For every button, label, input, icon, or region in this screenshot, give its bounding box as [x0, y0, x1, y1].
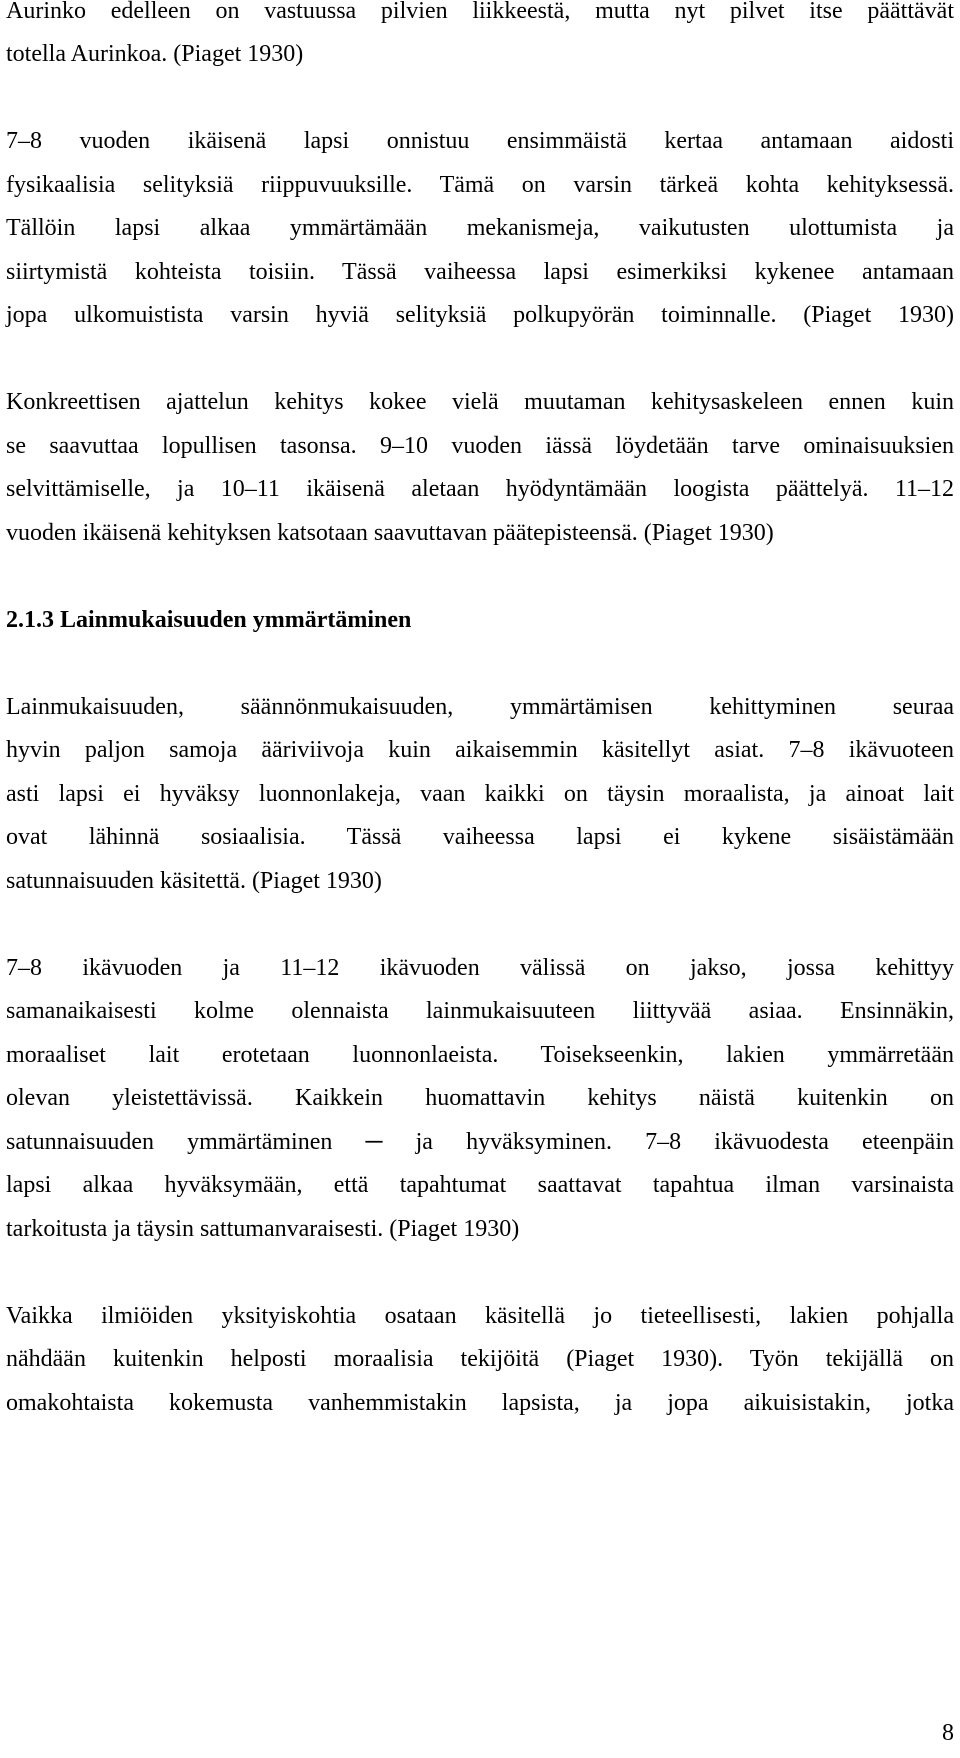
paragraph-5-line-1: 7–8 ikävuoden ja 11–12 ikävuoden välissä on jakso, jossa kehittyy [6, 955, 954, 981]
paragraph-3-line-1: Konkreettisen ajattelun kehitys kokee vielä muutaman kehitysaskeleen ennen kuin [6, 389, 954, 415]
paragraph-2-line-2: fysikaalisia selityksiä riippuvuuksille. Tämä on varsin tärkeä kohta kehityksessä. [6, 172, 954, 198]
paragraph-5-line-3: moraaliset lait erotetaan luonnonlaeista. Toisekseenkin, lakien ymmärretään [6, 1042, 954, 1068]
paragraph-5-line-6: lapsi alkaa hyväksymään, että tapahtumat saattavat tapahtua ilman varsinaista [6, 1172, 954, 1198]
paragraph-2-line-3: Tällöin lapsi alkaa ymmärtämään mekanismeja, vaikutusten ulottumista ja [6, 215, 954, 241]
paragraph-2-line-4: siirtymistä kohteista toisiin. Tässä vaiheessa lapsi esimerkiksi kykenee antamaan [6, 259, 954, 285]
paragraph-3-line-2: se saavuttaa lopullisen tasonsa. 9–10 vuoden iässä löydetään tarve ominaisuuksien [6, 433, 954, 459]
paragraph-5-line-4: olevan yleistettävissä. Kaikkein huomattavin kehitys näistä kuitenkin on [6, 1085, 954, 1111]
paragraph-4-line-5: satunnaisuuden käsitettä. (Piaget 1930) [6, 868, 382, 894]
paragraph-4-line-2: hyvin paljon samoja ääriviivoja kuin aikaisemmin käsitellyt asiat. 7–8 ikävuoteen [6, 737, 954, 763]
section-heading: 2.1.3 Lainmukaisuuden ymmärtäminen [6, 607, 412, 633]
paragraph-4-line-3: asti lapsi ei hyväksy luonnonlakeja, vaan kaikki on täysin moraalista, ja ainoat lait [6, 781, 954, 807]
paragraph-2-line-5: jopa ulkomuistista varsin hyviä selityksiä polkupyörän toiminnalle. (Piaget 1930) [6, 302, 954, 328]
paragraph-1-line-2: totella Aurinkoa. (Piaget 1930) [6, 41, 304, 67]
paragraph-2-line-1: 7–8 vuoden ikäisenä lapsi onnistuu ensimmäistä kertaa antamaan aidosti [6, 128, 954, 154]
paragraph-5-line-5: satunnaisuuden ymmärtäminen ─ ja hyväksyminen. 7–8 ikävuodesta eteenpäin [6, 1129, 954, 1155]
paragraph-1-line-1: Aurinko edelleen on vastuussa pilvien liikkeestä, mutta nyt pilvet itse päättävät [6, 0, 954, 24]
paragraph-3-line-3: selvittämiselle, ja 10–11 ikäisenä aletaan hyödyntämään loogista päättelyä. 11–12 [6, 476, 954, 502]
paragraph-5-line-2: samanaikaisesti kolme olennaista lainmukaisuuteen liittyvää asiaa. Ensinnäkin, [6, 998, 954, 1024]
page-number: 8 [942, 1720, 954, 1746]
paragraph-6-line-1: Vaikka ilmiöiden yksityiskohtia osataan käsitellä jo tieteellisesti, lakien pohjalla [6, 1303, 954, 1329]
paragraph-5-line-7: tarkoitusta ja täysin sattumanvaraisesti. (Piaget 1930) [6, 1216, 520, 1242]
paragraph-4-line-4: ovat lähinnä sosiaalisia. Tässä vaiheessa lapsi ei kykene sisäistämään [6, 824, 954, 850]
paragraph-3-line-4: vuoden ikäisenä kehityksen katsotaan saavuttavan päätepisteensä. (Piaget 1930) [6, 520, 774, 546]
paragraph-6-line-3: omakohtaista kokemusta vanhemmistakin lapsista, ja jopa aikuisistakin, jotka [6, 1390, 954, 1416]
paragraph-4-line-1: Lainmukaisuuden, säännönmukaisuuden, ymmärtämisen kehittyminen seuraa [6, 694, 954, 720]
paragraph-6-line-2: nähdään kuitenkin helposti moraalisia tekijöitä (Piaget 1930). Työn tekijällä on [6, 1346, 954, 1372]
